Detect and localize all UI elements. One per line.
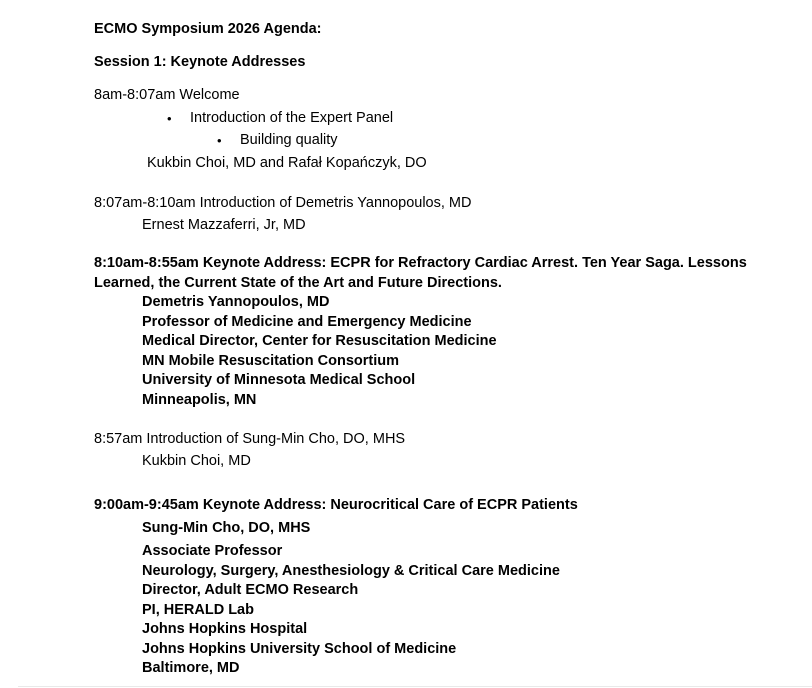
keynote1-speaker-location: Minneapolis, MN — [142, 391, 257, 408]
agenda-item-welcome-time: 8am-8:07am Welcome — [94, 87, 240, 103]
keynote1-speaker-org1: MN Mobile Resuscitation Consortium — [142, 352, 399, 369]
welcome-bullet-2-text: Building quality — [240, 132, 338, 148]
keynote2-speaker-name: Sung-Min Cho, DO, MHS — [142, 519, 311, 536]
keynote2-heading: 9:00am-9:45am Keynote Address: Neurocritical Care of ECPR Patients — [94, 497, 578, 513]
bullet-icon: • — [217, 133, 222, 148]
keynote2-speaker-role1: Director, Adult ECMO Research — [142, 582, 359, 598]
welcome-bullet-1 — [167, 109, 794, 129]
document-page — [94, 20, 794, 679]
keynote2-speaker-org2: Johns Hopkins University School of Medicine — [142, 640, 457, 657]
keynote2-speaker-title: Associate Professor — [142, 543, 283, 559]
keynote2-speaker-location: Baltimore, MD — [142, 660, 240, 676]
keynote1-speaker-role: Medical Director, Center for Resuscitation Medicine — [142, 333, 497, 349]
keynote2-speaker-org1: Johns Hopkins Hospital — [142, 621, 308, 637]
welcome-bullet-2 — [217, 131, 794, 151]
bullet-icon: • — [167, 110, 172, 126]
agenda-item-intro-yannopoulos-time: 8:07am-8:10am Introduction of Demetris Yannopoulos, MD — [94, 195, 472, 211]
agenda-item-intro-cho-time: 8:57am Introduction of Sung-Min Cho, DO, MHS — [94, 431, 406, 447]
session-heading: Session 1: Keynote Addresses — [94, 53, 306, 70]
welcome-bullet-1-text: Introduction of the Expert Panel — [190, 109, 394, 126]
intro-cho-presenter: Kukbin Choi, MD — [142, 452, 251, 469]
intro-yannopoulos-presenter: Ernest Mazzaferri, Jr, MD — [142, 216, 306, 233]
page-bottom-divider — [18, 686, 812, 687]
keynote1-speaker-name: Demetris Yannopoulos, MD — [142, 294, 330, 310]
keynote1-speaker-title: Professor of Medicine and Emergency Medicine — [142, 313, 472, 330]
keynote1-heading-line1: 8:10am-8:55am Keynote Address: ECPR for Refractory Cardiac Arrest. Ten Year Saga. Lessons — [94, 255, 747, 271]
keynote2-speaker-depts: Neurology, Surgery, Anesthesiology & Critical Care Medicine — [142, 562, 560, 579]
keynote1-speaker-org2: University of Minnesota Medical School — [142, 372, 416, 388]
welcome-presenters: Kukbin Choi, MD and Rafał Kopańczyk, DO — [147, 154, 427, 171]
keynote2-speaker-role2: PI, HERALD Lab — [142, 601, 254, 618]
doc-title: ECMO Symposium 2026 Agenda: — [94, 21, 322, 37]
keynote1-heading-line2: Learned, the Current State of the Art and Future Directions. — [94, 274, 502, 291]
